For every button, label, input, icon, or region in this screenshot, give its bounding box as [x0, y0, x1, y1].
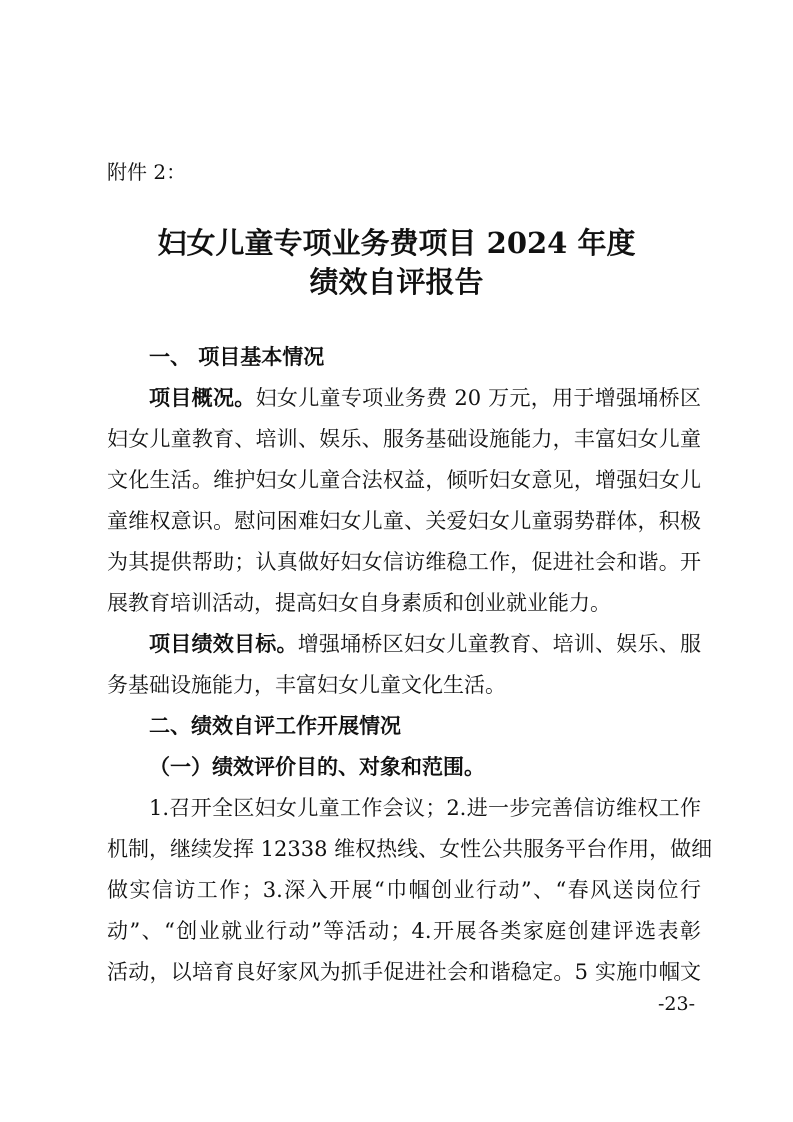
text-line	[107, 506, 701, 547]
text-line	[107, 916, 701, 957]
text-line	[107, 588, 701, 629]
text-line	[107, 547, 701, 588]
text-line	[107, 383, 701, 424]
body-text: 妇女儿童专项业务费 20 万元，用于增强埇桥区	[255, 386, 702, 410]
text-line	[107, 834, 713, 875]
body-text: 童维权意识。慰问困难妇女儿童、关爱妇女儿童弱势群体，积极	[107, 509, 701, 533]
attachment-label: 附件 2：	[107, 160, 187, 184]
text-line	[107, 875, 701, 916]
body-text: 文化生活。维护妇女儿童合法权益，倾听妇女意见，增强妇女儿	[107, 468, 701, 492]
body-text: 1.召开全区妇女儿童工作会议；2.进一步完善信访维权工作	[149, 796, 701, 820]
bold-heading: 项目概况。	[149, 385, 256, 410]
body-text: 增强埇桥区妇女儿童教育、培训、娱乐、服	[297, 632, 702, 656]
body-text: 活动，以培育良好家风为抓手促进社会和谐稳定。5 实施巾帼文	[107, 960, 701, 984]
text-line	[107, 424, 701, 465]
bold-heading: 二、绩效自评工作开展情况	[149, 713, 401, 738]
body-text: 展教育培训活动，提高妇女自身素质和创业就业能力。	[107, 591, 611, 615]
text-line	[107, 752, 701, 793]
text-line	[107, 793, 701, 834]
document-title-line-1: 妇女儿童专项业务费项目 2024 年度	[157, 226, 636, 260]
document-body	[107, 342, 713, 998]
page-number: -23-	[657, 993, 695, 1015]
body-text: 为其提供帮助；认真做好妇女信访维稳工作，促进社会和谐。开	[107, 550, 701, 574]
document-title-line-2: 绩效自评报告	[309, 265, 484, 299]
body-text: 妇女儿童教育、培训、娱乐、服务基础设施能力，丰富妇女儿童	[107, 427, 701, 451]
text-line	[107, 957, 701, 998]
bold-heading: 项目绩效目标。	[149, 631, 298, 656]
bold-heading: 一、 项目基本情况	[149, 344, 325, 369]
text-line	[107, 629, 701, 670]
body-text: 机制，继续发挥 12338 维权热线、女性公共服务平台作用，做细	[107, 837, 713, 861]
text-line	[107, 711, 701, 752]
text-line	[107, 342, 701, 383]
body-text: 做实信访工作；3.深入开展“巾帼创业行动”、“春风送岗位行	[107, 878, 701, 902]
body-text: 动”、“创业就业行动”等活动；4.开展各类家庭创建评选表彰	[107, 919, 701, 943]
bold-heading: （一）绩效评价目的、对象和范围。	[149, 754, 485, 779]
text-line	[107, 670, 701, 711]
body-text: 务基础设施能力，丰富妇女儿童文化生活。	[107, 673, 506, 697]
text-line	[107, 465, 701, 506]
